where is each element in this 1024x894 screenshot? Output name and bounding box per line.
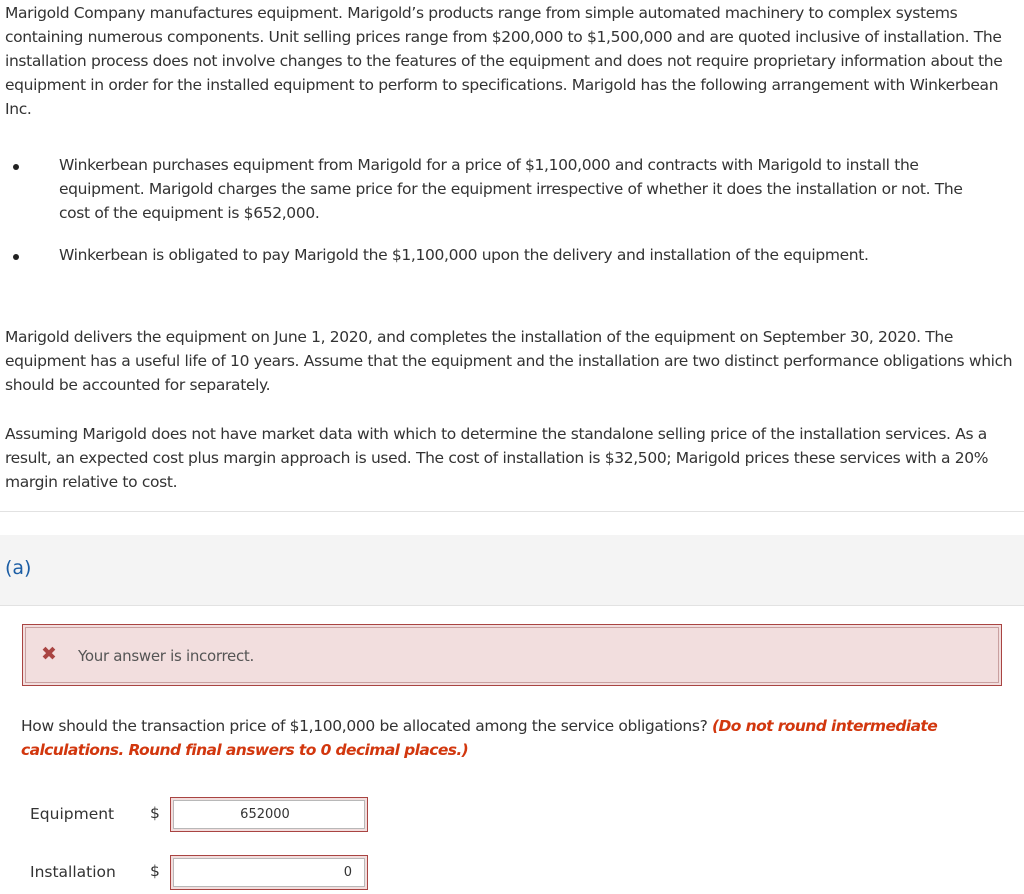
bullet-icon [13,254,19,260]
question-prompt [21,714,981,762]
equipment-label: Equipment [30,805,115,823]
part-label: (a) [5,557,32,579]
installation-field-wrapper [170,855,368,890]
answer-row-equipment [0,797,400,833]
equipment-field-wrapper [170,797,368,832]
bullet-text: Winkerbean is obligated to pay Marigold the $1,100,000 upon the delivery and installation of the equipment. [59,246,869,264]
installation-label: Installation [30,863,116,881]
answer-row-installation [0,855,400,891]
currency-symbol: $ [150,804,160,822]
installation-amount-input[interactable] [173,858,365,887]
currency-symbol: $ [150,862,160,880]
problem-delivery: Marigold delivers the equipment on June 1, 2020, and completes the installation of the equipment on September 30, 2020. The equipment has a useful life of 10 years. Assume that the equipment and the installation are two distinct performance obligations which should be accounted for separately. [5,328,1013,394]
problem-intro: Marigold Company manufactures equipment. Marigold’s products range from simple automated machinery to complex systems containing numerous components. Unit selling prices range from $200,000 to $1,500,000 and are quoted inclusive of installation. The installation process does not involve changes to the features of the equipment and does not require proprietary information about the equipment in order for the installed equipment to perform to specifications. Marigold has the following arrangement with Winkerbean Inc. [5,4,1003,118]
alert-message: Your answer is incorrect. [78,647,254,665]
incorrect-answer-alert [22,624,1002,686]
section-divider [0,511,1024,512]
bullet-icon [13,164,19,170]
bullet-text: Winkerbean purchases equipment from Marigold for a price of $1,100,000 and contracts with Marigold to install the equipment. Marigold charges the same price for the equipment irrespective of whether it does the installation or not. The cost of the equipment is $652,000. [59,156,963,222]
question-text: How should the transaction price of $1,100,000 be allocated among the service obligations? [21,717,713,735]
question-instruction: (Do not round intermediate calculations. Round final answers to 0 decimal places.) [21,717,938,759]
part-header [0,535,1024,606]
close-icon: ✖ [41,643,57,665]
problem-assumption: Assuming Marigold does not have market data with which to determine the standalone selling price of the installation services. As a result, an expected cost plus margin approach is used. The cost of installation is $32,500; Marigold prices these services with a 20% margin relative to cost. [5,425,989,491]
equipment-amount-input[interactable] [173,800,365,829]
